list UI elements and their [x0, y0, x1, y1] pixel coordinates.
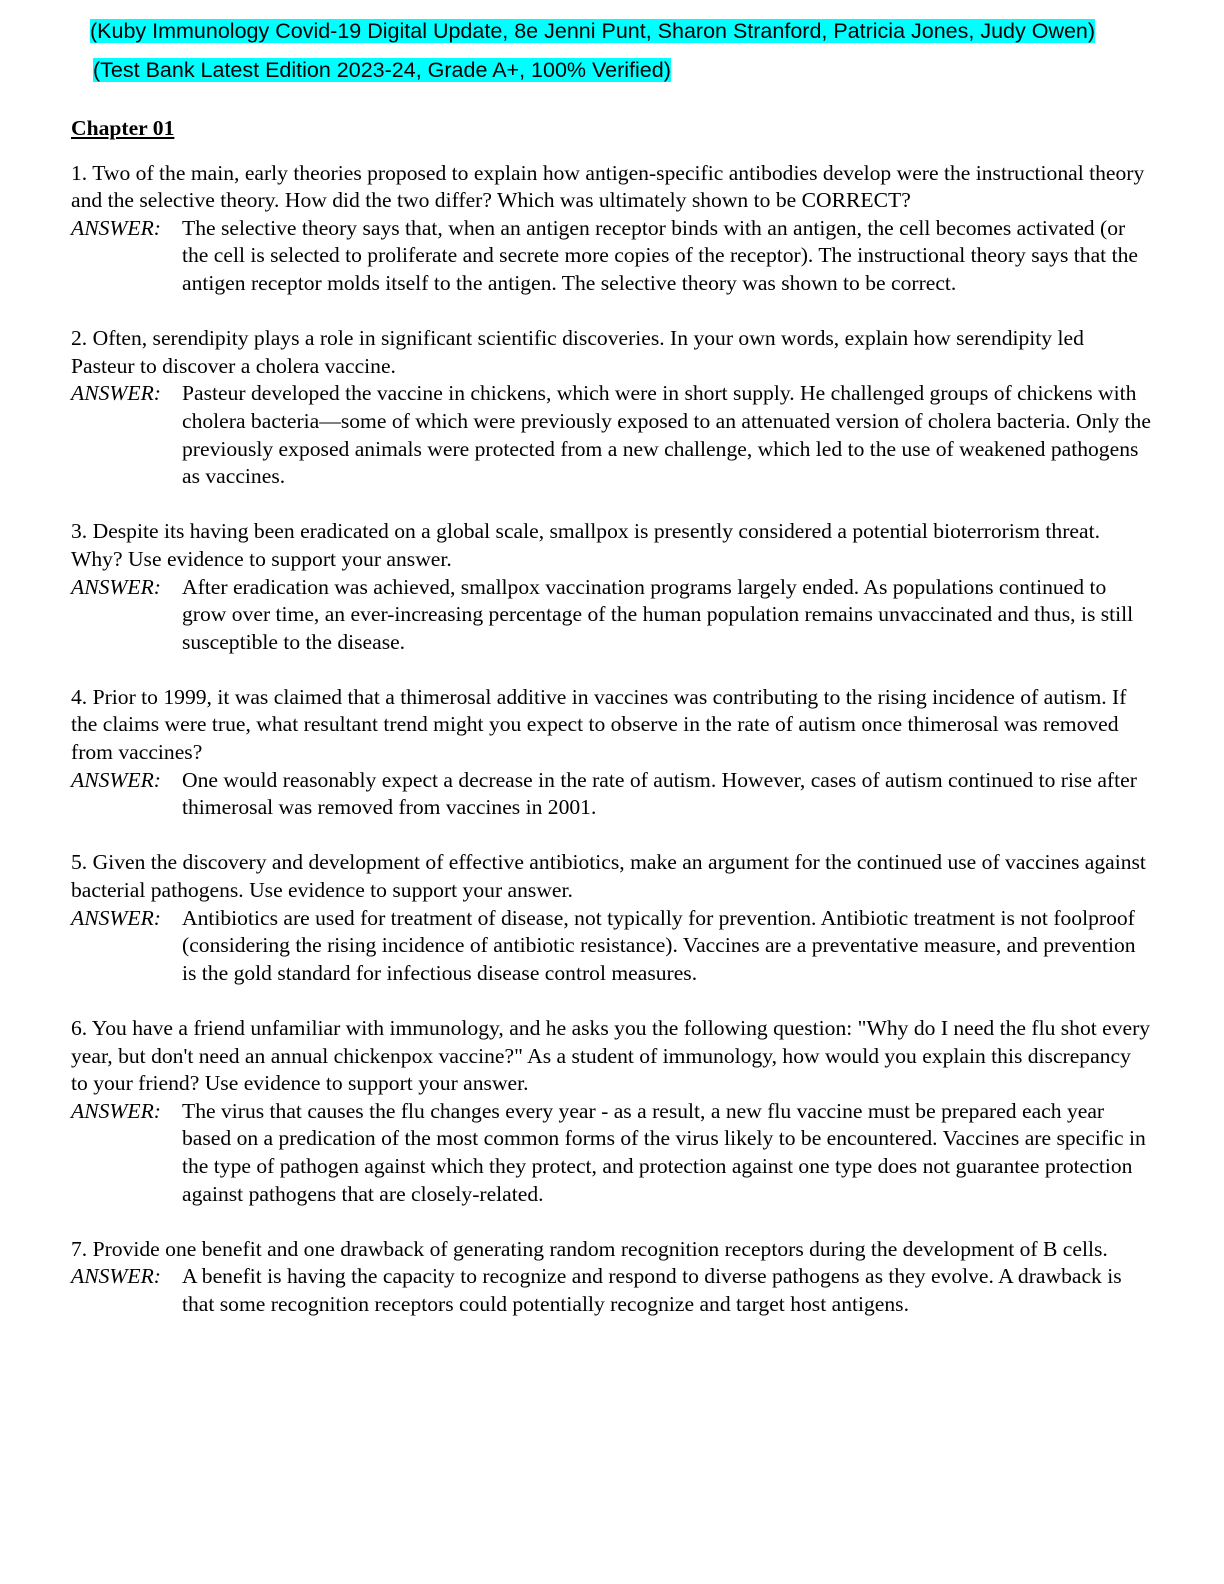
banner-line-1	[90, 18, 1200, 45]
answer-row	[71, 905, 1151, 988]
document-body	[71, 115, 1151, 1346]
question-block	[71, 518, 1151, 656]
answer-text: A benefit is having the capacity to recognize and respond to diverse pathogens as they evolve. A drawback is that some recognition receptors could potentially recognize and target host antigens.	[182, 1264, 1122, 1316]
answer-label: ANSWER:	[71, 215, 161, 240]
question-text: 5. Given the discovery and development of effective antibiotics, make an argument for the continued use of vaccines against bacterial pathogens. Use evidence to support your answer.	[71, 850, 1146, 903]
question-block	[71, 684, 1151, 822]
answer-row	[71, 380, 1151, 490]
banner-line-2	[90, 57, 1200, 84]
answer-row	[71, 767, 1151, 822]
answer-label: ANSWER:	[71, 905, 161, 930]
answer-label: ANSWER:	[71, 574, 161, 599]
answer-text: The selective theory says that, when an antigen receptor binds with an antigen, the cell becomes activated (or the cell is selected to proliferate and secrete more copies of the receptor). The instructional theory says that the antigen receptor molds itself to the antigen. The selective theory was shown to be correct.	[182, 215, 1138, 295]
answer-row	[71, 215, 1151, 298]
answer-text: Antibiotics are used for treatment of disease, not typically for prevention. Antibiotic treatment is not foolproof (considering the rising incidence of antibiotic resistance). Vaccines are a preventative measure, and prevention is the gold standard for infectious disease control measures.	[182, 905, 1136, 985]
answer-text: Pasteur developed the vaccine in chickens, which were in short supply. He challenged groups of chickens with cholera bacteria—some of which were previously exposed to an attenuated version of cholera bacteria. Only the previously exposed animals were protected from a new challenge, which led to the use of weakened pathogens as vaccines.	[182, 381, 1151, 489]
question-text: 4. Prior to 1999, it was claimed that a thimerosal additive in vaccines was contributing to the rising incidence of autism. If the claims were true, what resultant trend might you expect to observe in the rate of autism once thimerosal was removed from vaccines?	[71, 684, 1127, 765]
question-text: 7. Provide one benefit and one drawback of generating random recognition receptors during the development of B cells.	[71, 1236, 1108, 1261]
question-text: 1. Two of the main, early theories proposed to explain how antigen-specific antibodies develop were the instructional theory and the selective theory. How did the two differ? Which was ultimately shown to be CORRECT?	[71, 160, 1145, 213]
banner-book-title: (Kuby Immunology Covid-19 Digital Update, 8e Jenni Punt, Sharon Stranford, Patricia Jones, Judy Owen)	[90, 19, 1096, 43]
question-block	[71, 325, 1151, 491]
answer-row	[71, 1263, 1151, 1318]
answer-text: One would reasonably expect a decrease in the rate of autism. However, cases of autism continued to rise after thimerosal was removed from vaccines in 2001.	[182, 767, 1137, 820]
answer-row	[71, 574, 1151, 657]
answer-label: ANSWER:	[71, 1098, 161, 1123]
answer-row	[71, 1098, 1151, 1208]
answer-label: ANSWER:	[71, 381, 161, 406]
answer-label: ANSWER:	[71, 767, 161, 792]
question-block	[71, 160, 1151, 298]
question-text: 3. Despite its having been eradicated on a global scale, smallpox is presently considered a potential bioterrorism threat. Why? Use evidence to support your answer.	[71, 519, 1100, 571]
answer-text: After eradication was achieved, smallpox vaccination programs largely ended. As populations continued to grow over time, an ever-increasing percentage of the human population remains unvaccinated and thus, is still susceptible to the disease.	[182, 574, 1134, 654]
answer-text: The virus that causes the flu changes every year - as a result, a new flu vaccine must be prepared each year based on a predication of the most common forms of the virus likely to be encountered. Vaccines are specific in the type of pathogen against which they protect, and protection against one type does not guarantee protection against pathogens that are closely-related.	[182, 1098, 1146, 1206]
answer-label: ANSWER:	[71, 1264, 161, 1289]
banner-edition-note: (Test Bank Latest Edition 2023-24, Grade A+, 100% Verified)	[93, 58, 671, 82]
question-block	[71, 1236, 1151, 1319]
question-text: 2. Often, serendipity plays a role in significant scientific discoveries. In your own words, explain how serendipity led Pasteur to discover a cholera vaccine.	[71, 326, 1084, 378]
title-banner	[90, 18, 1200, 84]
question-block	[71, 1015, 1151, 1208]
question-text: 6. You have a friend unfamiliar with immunology, and he asks you the following question: "Why do I need the flu shot every year, but don't need an annual chickenpox vaccine?" As a student of immunology, how would you explain this discrepancy to your friend? Use evidence to support your answer.	[71, 1016, 1151, 1096]
chapter-heading: Chapter 01	[71, 116, 175, 140]
question-block	[71, 849, 1151, 987]
